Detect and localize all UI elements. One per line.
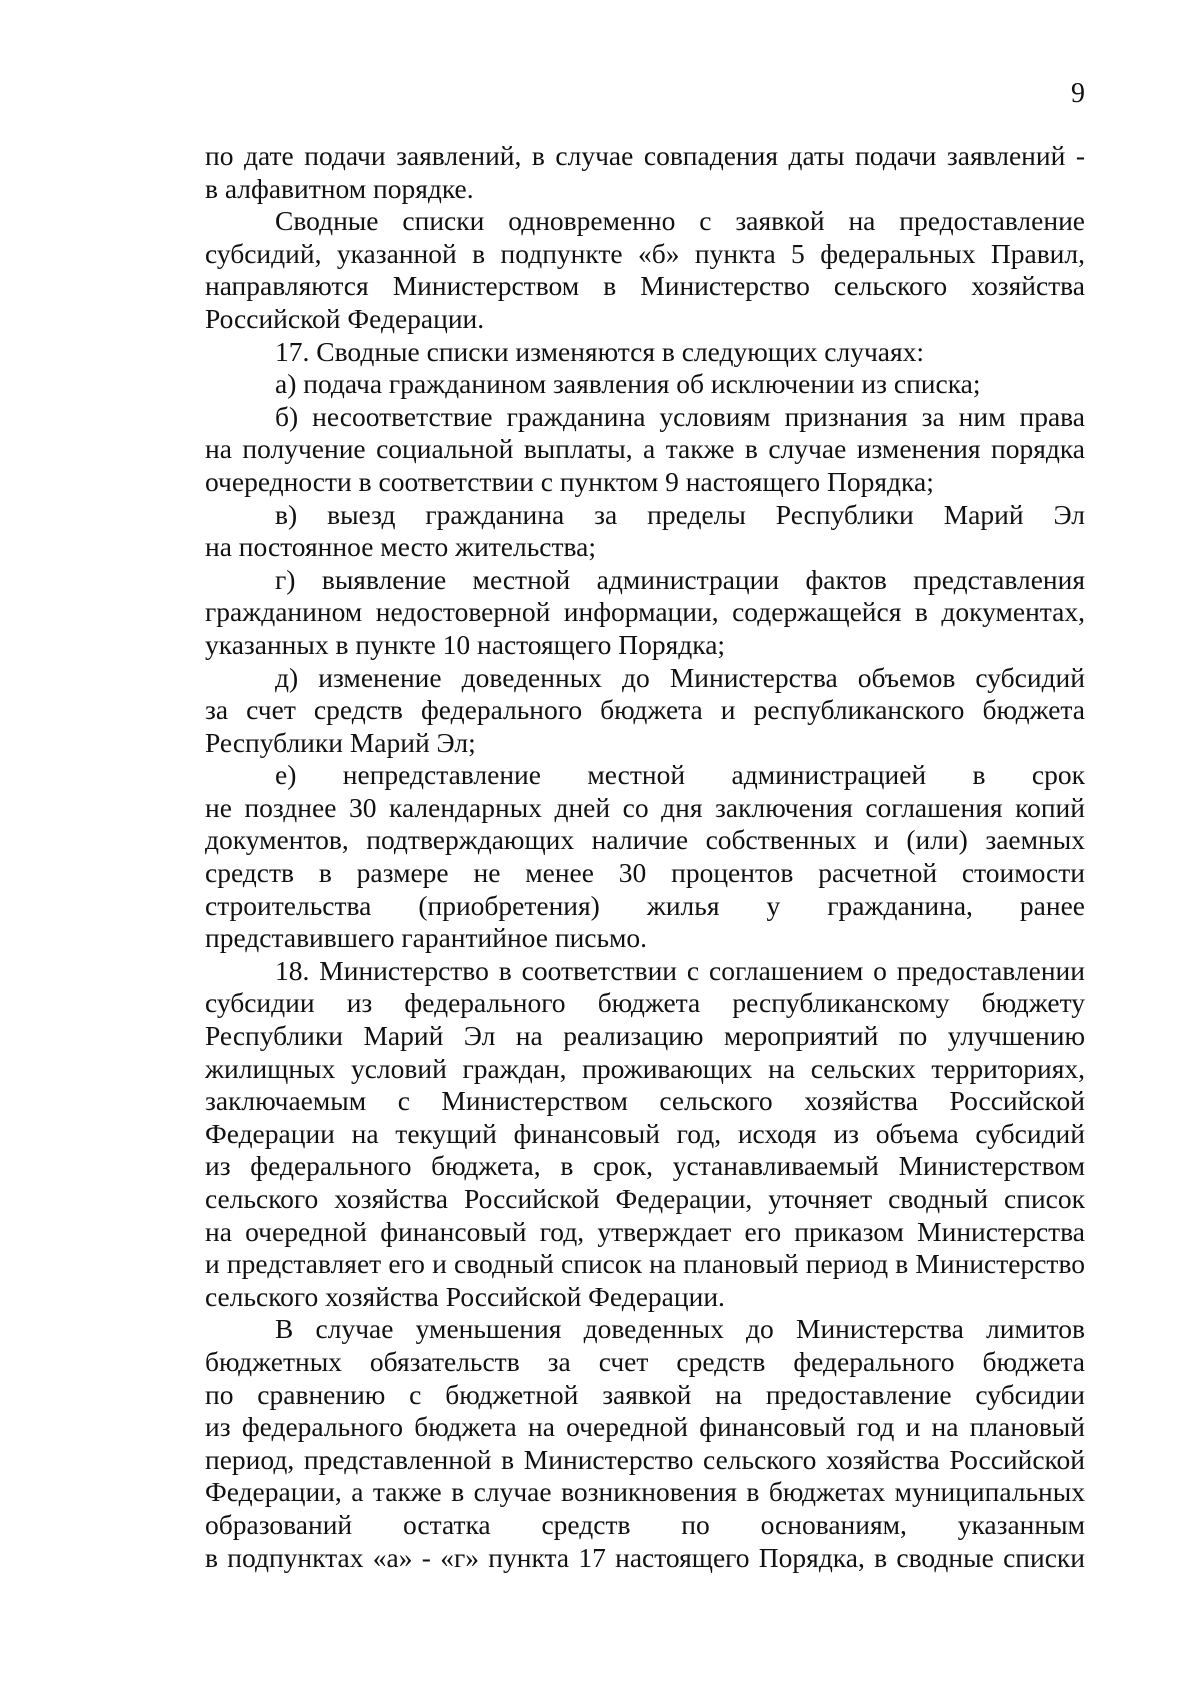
text-line: б) несоответствие гражданина условиям признания за ним права [275,400,1085,432]
text-line: средств в размере не менее 30 процентов расчетной стоимости [205,857,1085,889]
text-line: Республики Марий Эл на реализацию мероприятий по улучшению [205,1020,1085,1052]
text-line: из федерального бюджета на очередной финансовый год и на плановый [205,1411,1085,1443]
text-line: не позднее 30 календарных дней со дня заключения соглашения копий [205,791,1085,823]
text-line: 18. Министерство в соответствии с соглашением о предоставлении [275,954,1085,986]
text-line: Сводные списки одновременно с заявкой на предоставление [275,205,1085,237]
text-line: указанных в пункте 10 настоящего Порядка; [205,628,726,660]
text-line: на получение социальной выплаты, а также в случае изменения порядка [205,433,1085,465]
text-line: образований остатка средств по основаниям, указанным [205,1508,1085,1540]
text-line: в алфавитном порядке. [205,172,474,204]
text-line: заключаемым с Министерством сельского хозяйства Российской [205,1085,1085,1117]
text-line: направляются Министерством в Министерство сельского хозяйства [205,270,1085,302]
text-line: Федерации на текущий финансовый год, исходя из объема субсидий [205,1117,1085,1149]
text-line: строительства (приобретения) жилья у гражданина, ранее [205,889,1085,921]
text-line: сельского хозяйства Российской Федерации. [205,1280,725,1312]
text-line: и представляет его и сводный список на плановый период в Министерство [205,1248,1085,1280]
text-line: г) выявление местной администрации фактов представления [275,563,1085,595]
text-line: в подпунктах «а» - «г» пункта 17 настоящего Порядка, в сводные списки [205,1541,1085,1573]
text-line: период, представленной в Министерство сельского хозяйства Российской [205,1443,1085,1475]
text-line: Федерации, а также в случае возникновения в бюджетах муниципальных [205,1476,1085,1508]
text-line: по сравнению с бюджетной заявкой на предоставление субсидии [205,1378,1085,1410]
text-line: В случае уменьшения доведенных до Министерства лимитов [275,1313,1085,1345]
text-line: сельского хозяйства Российской Федерации, уточняет сводный список [205,1183,1085,1214]
text-line: субсидий, указанной в подпункте «б» пункта 5 федеральных Правил, [205,237,1085,269]
text-line: 17. Сводные списки изменяются в следующих случаях: [275,335,925,367]
text-line: е) непредставление местной администрацией в срок [275,759,1085,791]
text-line: документов, подтверждающих наличие собственных и (или) заемных [205,824,1085,856]
text-line: субсидии из федерального бюджета республиканскому бюджету [205,987,1085,1019]
text-line: очередности в соответствии с пунктом 9 настоящего Порядка; [205,465,934,497]
text-line: Российской Федерации. [205,302,485,334]
text-line: за счет средств федерального бюджета и республиканского бюджета [205,694,1085,726]
text-line: Республики Марий Эл; [205,726,476,758]
text-line: д) изменение доведенных до Министерства объемов субсидий [275,661,1085,693]
page-number: 9 [1071,78,1085,109]
text-line: жилищных условий граждан, проживающих на сельских территориях, [205,1052,1085,1084]
document-body [205,140,1085,1574]
text-line: а) подача гражданином заявления об исключении из списка; [275,368,981,400]
text-line: из федерального бюджета, в срок, устанавливаемый Министерством [205,1150,1085,1182]
text-line: на постоянное место жительства; [205,531,596,563]
text-line: представившего гарантийное письмо. [205,922,648,954]
text-line: бюджетных обязательств за счет средств федерального бюджета [205,1345,1085,1377]
text-line: в) выезд гражданина за пределы Республики Марий Эл [275,498,1085,530]
text-line: по дате подачи заявлений, в случае совпадения даты подачи заявлений - [205,140,1085,171]
text-line: гражданином недостоверной информации, содержащейся в документах, [205,596,1085,628]
text-line: на очередной финансовый год, утверждает его приказом Министерства [205,1215,1085,1247]
